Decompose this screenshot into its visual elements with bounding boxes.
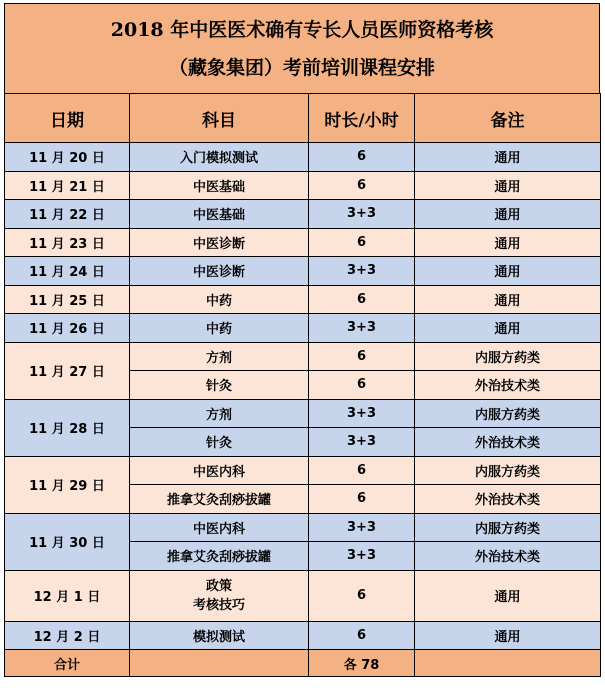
- hours-cell: 6: [309, 342, 415, 371]
- table-row: [5, 171, 601, 200]
- date-cell: 11 月 24 日: [5, 257, 130, 286]
- header-note: 备注: [415, 94, 601, 143]
- table-row: [5, 257, 601, 286]
- hours-cell: 3+3: [309, 513, 415, 542]
- table-row: [5, 513, 601, 542]
- subject-cell: [130, 570, 309, 621]
- title-block: [4, 3, 600, 93]
- hours-cell: 6: [309, 371, 415, 400]
- header-subject: 科目: [130, 94, 309, 143]
- subject-cell: 中药: [130, 285, 309, 314]
- hours-cell: 3+3: [309, 399, 415, 428]
- note-cell: 通用: [415, 228, 601, 257]
- hours-cell: 6: [309, 171, 415, 200]
- subject-cell: 针灸: [130, 371, 309, 400]
- note-cell: 内服方药类: [415, 342, 601, 371]
- note-cell: 外治技术类: [415, 542, 601, 571]
- subject-line: 政策: [205, 578, 232, 594]
- note-cell: 外治技术类: [415, 371, 601, 400]
- hours-cell: 6: [309, 456, 415, 485]
- note-cell: 通用: [415, 143, 601, 172]
- hours-cell: 3+3: [309, 428, 415, 457]
- total-note-empty: [415, 650, 601, 677]
- hours-cell: 6: [309, 621, 415, 650]
- date-cell: 11 月 22 日: [5, 200, 130, 229]
- note-cell: 外治技术类: [415, 428, 601, 457]
- hours-cell: 3+3: [309, 257, 415, 286]
- total-label: 合计: [5, 650, 130, 677]
- note-cell: 通用: [415, 285, 601, 314]
- hours-cell: 3+3: [309, 314, 415, 343]
- subject-cell: 中医内科: [130, 456, 309, 485]
- table-row: [5, 285, 601, 314]
- hours-cell: 6: [309, 485, 415, 514]
- date-cell: 11 月 27 日: [5, 342, 130, 399]
- hours-cell: 6: [309, 228, 415, 257]
- date-cell: 11 月 21 日: [5, 171, 130, 200]
- date-cell: 11 月 30 日: [5, 513, 130, 570]
- note-cell: 通用: [415, 257, 601, 286]
- note-cell: 通用: [415, 171, 601, 200]
- date-cell: 11 月 29 日: [5, 456, 130, 513]
- hours-cell: 6: [309, 285, 415, 314]
- table-row: [5, 399, 601, 428]
- note-cell: 内服方药类: [415, 399, 601, 428]
- subject-cell: 推拿艾灸刮痧拔罐: [130, 485, 309, 514]
- subject-cell: 入门模拟测试: [130, 143, 309, 172]
- note-cell: 通用: [415, 314, 601, 343]
- subject-cell: 方剂: [130, 399, 309, 428]
- subject-cell: 中医内科: [130, 513, 309, 542]
- subject-cell: 中医基础: [130, 200, 309, 229]
- date-cell: 11 月 23 日: [5, 228, 130, 257]
- schedule-sheet: [4, 3, 600, 677]
- hours-cell: 3+3: [309, 542, 415, 571]
- table-row: [5, 621, 601, 650]
- table-row: [5, 456, 601, 485]
- hours-cell: 6: [309, 143, 415, 172]
- date-cell: 11 月 25 日: [5, 285, 130, 314]
- date-cell: 12 月 2 日: [5, 621, 130, 650]
- subject-cell: 模拟测试: [130, 621, 309, 650]
- table-row: [5, 200, 601, 229]
- note-cell: 外治技术类: [415, 485, 601, 514]
- subject-line: 考核技巧: [192, 597, 245, 613]
- schedule-table: [4, 93, 601, 677]
- hours-cell: 6: [309, 570, 415, 621]
- subject-cell: 针灸: [130, 428, 309, 457]
- subject-cell: 方剂: [130, 342, 309, 371]
- note-cell: 内服方药类: [415, 513, 601, 542]
- total-subject-empty: [130, 650, 309, 677]
- note-cell: 通用: [415, 621, 601, 650]
- table-row: [5, 228, 601, 257]
- header-date: 日期: [5, 94, 130, 143]
- note-cell: 通用: [415, 570, 601, 621]
- title-line-1: 2018 年中医医术确有专长人员医师资格考核: [110, 18, 494, 41]
- total-hours: 各 78: [309, 650, 415, 677]
- hours-cell: 3+3: [309, 200, 415, 229]
- table-row: [5, 314, 601, 343]
- subject-cell: 推拿艾灸刮痧拔罐: [130, 542, 309, 571]
- header-row: [5, 94, 601, 143]
- subject-cell: 中医诊断: [130, 228, 309, 257]
- date-cell: 12 月 1 日: [5, 570, 130, 621]
- subject-cell: 中医基础: [130, 171, 309, 200]
- date-cell: 11 月 28 日: [5, 399, 130, 456]
- subject-cell: 中医诊断: [130, 257, 309, 286]
- note-cell: 内服方药类: [415, 456, 601, 485]
- header-hours: 时长/小时: [309, 94, 415, 143]
- date-cell: 11 月 20 日: [5, 143, 130, 172]
- table-row: [5, 570, 601, 621]
- note-cell: 通用: [415, 200, 601, 229]
- table-row: [5, 143, 601, 172]
- table-row: [5, 342, 601, 371]
- title-line-2: （藏象集团）考前培训课程安排: [168, 56, 435, 79]
- date-cell: 11 月 26 日: [5, 314, 130, 343]
- total-row: [5, 650, 601, 677]
- subject-cell: 中药: [130, 314, 309, 343]
